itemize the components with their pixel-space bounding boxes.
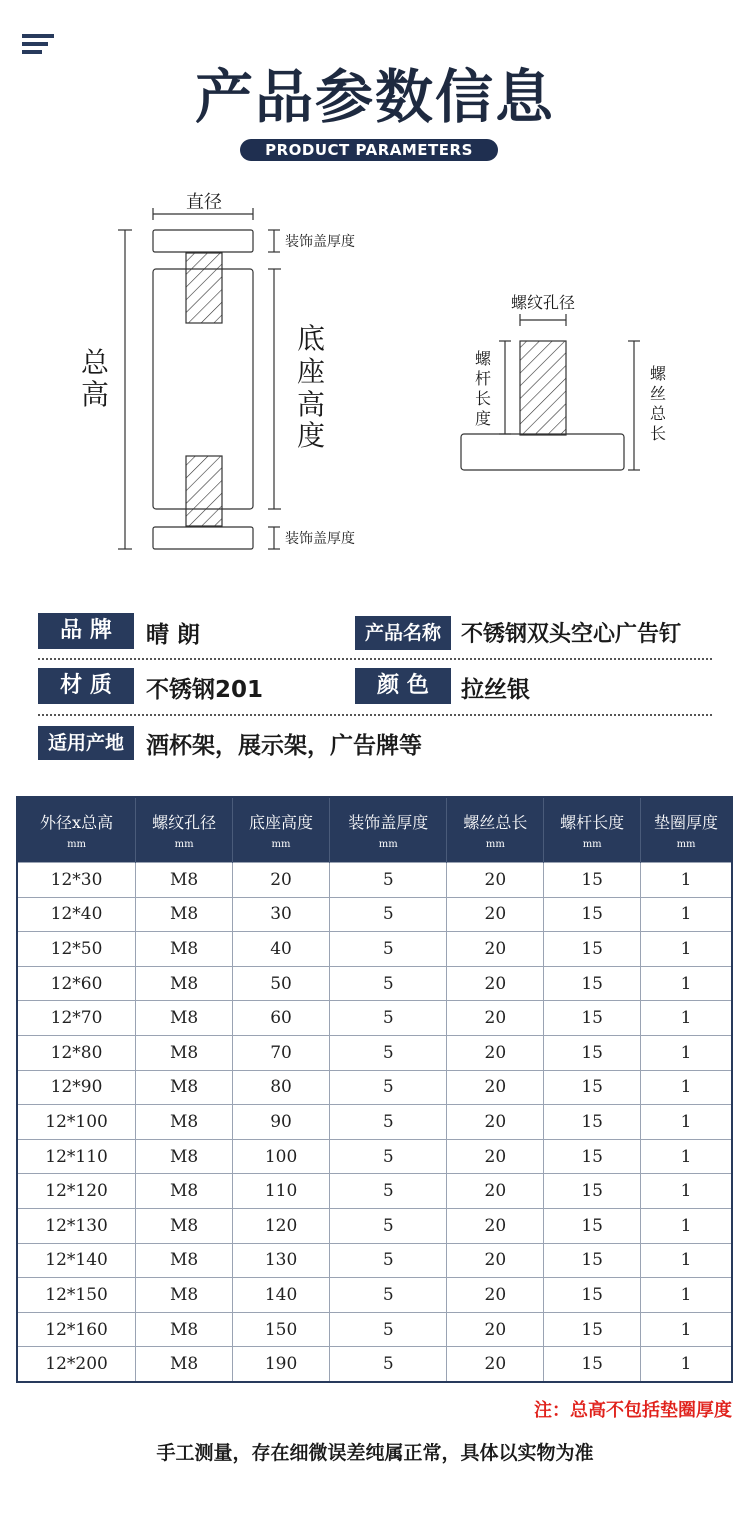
table-cell: 12*70: [17, 1001, 136, 1036]
table-cell: 110: [233, 1174, 330, 1209]
table-cell: 5: [330, 1001, 447, 1036]
header-name: 装饰盖厚度: [348, 813, 429, 832]
header-name: 垫圈厚度: [654, 813, 719, 832]
table-cell: 20: [447, 966, 544, 1001]
table-row: [17, 1070, 732, 1105]
table-cell: 15: [544, 863, 641, 898]
table-cell: 20: [447, 1174, 544, 1209]
table-header-cell: [233, 797, 330, 863]
header-name: 螺丝总长: [463, 813, 528, 832]
table-cell: 15: [544, 1208, 641, 1243]
table-cell: 1: [641, 1035, 732, 1070]
application-value: 酒杯架，展示架，广告牌等: [146, 733, 422, 759]
table-cell: 1: [641, 932, 732, 967]
table-cell: 20: [447, 897, 544, 932]
table-cell: 15: [544, 1139, 641, 1174]
table-cell: 12*110: [17, 1139, 136, 1174]
table-row: [17, 897, 732, 932]
table-cell: 15: [544, 1070, 641, 1105]
table-cell: 12*200: [17, 1347, 136, 1382]
svg-text:螺: 螺: [649, 364, 667, 383]
table-cell: 12*80: [17, 1035, 136, 1070]
table-cell: 1: [641, 1208, 732, 1243]
table-cell: 1: [641, 1312, 732, 1347]
table-cell: 80: [233, 1070, 330, 1105]
svg-text:总: 总: [649, 404, 667, 423]
table-cell: 20: [447, 1347, 544, 1382]
table-row: [17, 1312, 732, 1347]
table-cell: 5: [330, 1174, 447, 1209]
svg-text:高: 高: [296, 388, 326, 421]
svg-text:高: 高: [80, 378, 110, 411]
table-header-cell: [641, 797, 732, 863]
table-cell: M8: [136, 1070, 233, 1105]
table-cell: 5: [330, 1243, 447, 1278]
table-cell: 12*30: [17, 863, 136, 898]
table-cell: 20: [447, 1208, 544, 1243]
table-cell: 20: [447, 1070, 544, 1105]
table-cell: 190: [233, 1347, 330, 1382]
table-cell: M8: [136, 897, 233, 932]
header-name: 螺纹孔径: [152, 813, 217, 832]
table-cell: 130: [233, 1243, 330, 1278]
material-label: 材 质: [38, 668, 134, 704]
footer-text: 手工测量，存在细微误差纯属正常，具体以实物为准: [156, 1442, 594, 1464]
table-cell: 15: [544, 1312, 641, 1347]
table-header-cell: [544, 797, 641, 863]
table-cell: 12*90: [17, 1070, 136, 1105]
table-cell: 15: [544, 1347, 641, 1382]
table-row: [17, 1243, 732, 1278]
table-body: [17, 863, 732, 1382]
table-header-cell: [330, 797, 447, 863]
table-cell: 1: [641, 1070, 732, 1105]
table-cell: 15: [544, 1243, 641, 1278]
table-cell: 5: [330, 1312, 447, 1347]
table-cell: 12*120: [17, 1174, 136, 1209]
table-cell: 20: [447, 863, 544, 898]
color-label: 颜 色: [355, 668, 451, 704]
table-cell: 12*100: [17, 1105, 136, 1140]
table-cell: 5: [330, 1105, 447, 1140]
product-name-label: 产品名称: [355, 616, 451, 650]
header-unit: mm: [582, 839, 602, 850]
color-value: 拉丝银: [461, 677, 530, 703]
table-row: [17, 1105, 732, 1140]
table-cell: 140: [233, 1278, 330, 1313]
table-cell: 70: [233, 1035, 330, 1070]
table-cell: 1: [641, 863, 732, 898]
table-cell: 20: [447, 1139, 544, 1174]
table-cell: 15: [544, 932, 641, 967]
table-cell: M8: [136, 1174, 233, 1209]
table-cell: M8: [136, 1312, 233, 1347]
table-row: [17, 1174, 732, 1209]
table-cell: 15: [544, 1174, 641, 1209]
table-cell: 20: [447, 1278, 544, 1313]
table-cell: 150: [233, 1312, 330, 1347]
application-label: 适用产地: [38, 726, 134, 760]
table-cell: 12*50: [17, 932, 136, 967]
svg-text:螺: 螺: [474, 349, 492, 368]
header-unit: mm: [378, 839, 398, 850]
table-cell: 90: [233, 1105, 330, 1140]
divider: [38, 658, 712, 660]
table-cell: 1: [641, 1174, 732, 1209]
table-cell: M8: [136, 966, 233, 1001]
table-cell: 5: [330, 863, 447, 898]
table-cell: 20: [447, 1035, 544, 1070]
table-cell: 20: [447, 1243, 544, 1278]
table-row: [17, 1347, 732, 1382]
table-row: [17, 1278, 732, 1313]
table-row: [17, 863, 732, 898]
table-header-cell: [447, 797, 544, 863]
table-cell: M8: [136, 1001, 233, 1036]
header-unit: mm: [676, 839, 696, 850]
thread-hole-label: 螺纹孔径: [510, 293, 576, 312]
table-cell: 20: [447, 932, 544, 967]
table-cell: 5: [330, 1347, 447, 1382]
table-cell: 60: [233, 1001, 330, 1036]
table-cell: 1: [641, 1347, 732, 1382]
table-cell: 5: [330, 1139, 447, 1174]
svg-text:长: 长: [649, 424, 667, 443]
table-cell: M8: [136, 1105, 233, 1140]
table-cell: 12*40: [17, 897, 136, 932]
table-cell: 100: [233, 1139, 330, 1174]
table-cell: M8: [136, 863, 233, 898]
table-cell: 5: [330, 1278, 447, 1313]
table-cell: M8: [136, 1278, 233, 1313]
table-cell: 20: [447, 1105, 544, 1140]
table-cell: 20: [447, 1001, 544, 1036]
svg-text:丝: 丝: [649, 384, 667, 403]
table-cell: 12*150: [17, 1278, 136, 1313]
table-cell: 5: [330, 1208, 447, 1243]
table-row: [17, 1035, 732, 1070]
table-row: [17, 1208, 732, 1243]
header-unit: mm: [174, 839, 194, 850]
note-text: 注：总高不包括垫圈厚度: [534, 1400, 732, 1421]
brand-label: 品 牌: [38, 613, 134, 649]
table-cell: 1: [641, 1278, 732, 1313]
table-cell: 5: [330, 1035, 447, 1070]
table-cell: 40: [233, 932, 330, 967]
table-cell: 15: [544, 1278, 641, 1313]
svg-text:总: 总: [80, 346, 110, 379]
table-cell: M8: [136, 1208, 233, 1243]
header-unit: mm: [485, 839, 505, 850]
table-cell: 12*160: [17, 1312, 136, 1347]
material-value: 不锈钢201: [146, 677, 264, 703]
svg-text:长: 长: [474, 389, 492, 408]
cap-thickness-bottom-label: 装饰盖厚度: [285, 531, 355, 547]
svg-text:底: 底: [296, 322, 326, 355]
table-cell: 15: [544, 1105, 641, 1140]
table-cell: 15: [544, 1035, 641, 1070]
table-cell: 20: [233, 863, 330, 898]
table-cell: 30: [233, 897, 330, 932]
table-cell: 1: [641, 897, 732, 932]
table-cell: M8: [136, 1139, 233, 1174]
screw-total-length-label: [650, 364, 667, 443]
table-cell: M8: [136, 1035, 233, 1070]
table-row: [17, 966, 732, 1001]
table-row: [17, 932, 732, 967]
table-cell: 15: [544, 897, 641, 932]
table-cell: 50: [233, 966, 330, 1001]
diameter-label: 直径: [186, 192, 222, 213]
svg-text:杆: 杆: [474, 369, 492, 388]
table-cell: 5: [330, 1070, 447, 1105]
table-cell: 1: [641, 1001, 732, 1036]
table-header-cell: [17, 797, 136, 863]
page-subtitle: PRODUCT PARAMETERS: [240, 139, 498, 161]
table-cell: M8: [136, 1243, 233, 1278]
table-cell: 1: [641, 1139, 732, 1174]
table-cell: 1: [641, 1243, 732, 1278]
table-cell: 5: [330, 932, 447, 967]
table-cell: M8: [136, 1347, 233, 1382]
rod-length-label: [475, 349, 492, 428]
table-cell: 12*60: [17, 966, 136, 1001]
header-name: 螺杆长度: [560, 813, 625, 832]
table-cell: M8: [136, 932, 233, 967]
svg-text:座: 座: [296, 355, 326, 388]
table-header-cell: [136, 797, 233, 863]
header-unit: mm: [271, 839, 291, 850]
brand-value: 晴 朗: [146, 622, 201, 648]
table-cell: 12*130: [17, 1208, 136, 1243]
table-cell: 12*140: [17, 1243, 136, 1278]
table-cell: 15: [544, 966, 641, 1001]
divider: [38, 714, 712, 716]
table-header-row: [17, 797, 732, 863]
header-name: 底座高度: [249, 813, 314, 832]
table-row: [17, 1139, 732, 1174]
svg-text:度: 度: [474, 409, 492, 428]
base-height-label: [297, 322, 325, 452]
spec-table: [16, 796, 733, 1383]
product-diagram: [0, 180, 750, 580]
table-cell: 1: [641, 1105, 732, 1140]
table-cell: 15: [544, 1001, 641, 1036]
table-cell: 20: [447, 1312, 544, 1347]
header-name: 外径x总高: [40, 813, 114, 832]
table-cell: 5: [330, 966, 447, 1001]
header-unit: mm: [67, 839, 87, 850]
svg-text:度: 度: [296, 419, 326, 452]
page-title: 产品参数信息: [194, 63, 555, 131]
table-cell: 1: [641, 966, 732, 1001]
cap-thickness-top-label: 装饰盖厚度: [285, 234, 355, 250]
table-row: [17, 1001, 732, 1036]
table-cell: 5: [330, 897, 447, 932]
total-height-label: [81, 346, 110, 411]
product-name-value: 不锈钢双头空心广告钉: [461, 622, 682, 647]
table-cell: 120: [233, 1208, 330, 1243]
